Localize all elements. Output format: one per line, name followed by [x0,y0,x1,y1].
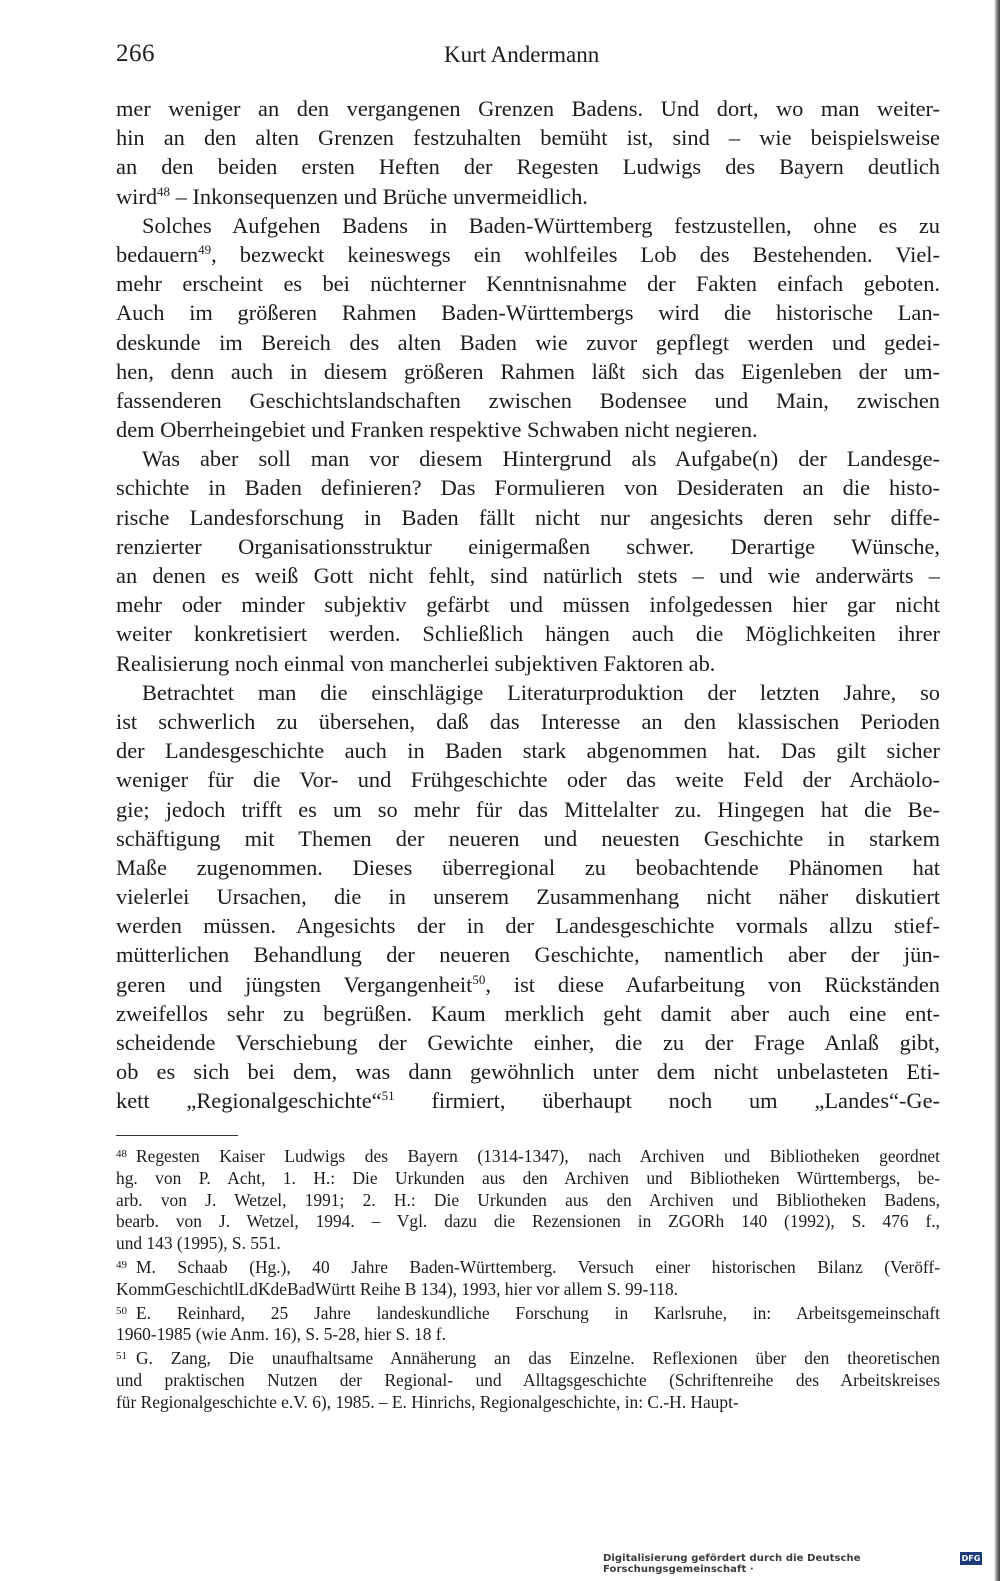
footnote-rule [116,1135,238,1136]
footnotes [116,1146,940,1416]
body-line-text: Maße zugenommen. Dieses überregional zu beobachtende Phänomen hat [116,854,940,880]
body-line [116,532,940,561]
body-line-text: mehr erscheint es bei nüchterner Kenntnisnahme der Fakten einfach geboten. [116,271,940,297]
body-line [116,1086,940,1115]
body-line-text: scheidende Verschiebung der Gewichte einher, die zu der Frage Anlaß gibt, [116,1030,940,1055]
footnote-number: 50 [116,1304,127,1317]
body-line [116,590,940,619]
body-line-text: an denen es weiß Gott nicht fehlt, sind natürlich stets – und wie anderwärts – [116,563,940,588]
body-line-text: geren und jüngsten Vergangenheit [116,971,473,997]
body-line [116,94,940,123]
footnote-reference[interactable]: 51 [381,1088,395,1104]
body-line-text-continued: , ist diese Aufarbeitung von Rückständen [485,971,940,997]
footnote-line: hg. von P. Acht, 1. H.: Die Urkunden aus den Archiven und Bibliotheken Württembergs, be- [116,1167,940,1188]
body-line-text: kett „Regionalgeschichte“ [116,1088,382,1114]
body-line-text-continued: – Inkonsequenzen und Brüche unvermeidlich. [170,183,588,209]
footnote-reference[interactable]: 48 [157,183,171,199]
body-line-text: Was aber soll man vor diesem Hintergrund als Aufgabe(n) der Landesge- [142,446,940,472]
body-line-text: hin an den alten Grenzen festzuhalten bemüht ist, sind – wie beispielsweise [116,125,940,151]
body-line-text-continued: firmiert, überhaupt noch um „Landes“-Ge- [394,1088,940,1114]
dfg-logo: DFG [961,1554,981,1563]
body-line [116,1057,940,1086]
footnote-reference[interactable]: 50 [472,971,486,987]
body-line [116,999,940,1028]
body-line [116,765,940,794]
body-line [116,911,940,940]
footnote [116,1146,940,1255]
body-line-text: ob es sich bei dem, was dann gewöhnlich unter dem nicht unbelasteten Eti- [116,1059,940,1085]
body-line [116,853,940,882]
footnote-line: 1960-1985 (wie Anm. 16), S. 5-28, hier S. 18 f. [116,1324,446,1345]
body-line [116,970,940,999]
body-line-text: mer weniger an den vergangenen Grenzen Badens. Und dort, wo man weiter- [116,96,940,121]
body-line [116,328,940,357]
body-line-text: hen, denn auch in diesem größeren Rahmen läßt sich das Eigenleben der um- [116,358,940,384]
body-line-text: werden müssen. Angesichts der in der Landesgeschichte vormals allzu stief- [116,913,940,939]
body-line [116,357,940,386]
footnote-line: KommGeschichtlLdKdeBadWürtt Reihe B 134), 1993, hier vor allem S. 99-118. [116,1278,679,1299]
footnote-line: G. Zang, Die unaufhaltsame Annäherung an das Einzelne. Reflexionen über den theoretischen [136,1348,940,1369]
body-line-text: der Landesgeschichte auch in Baden stark abgenommen hat. Das gilt sicher [116,738,940,764]
footnote [116,1348,940,1413]
body-text [116,94,940,1116]
footnote-line: und 143 (1995), S. 551. [116,1233,281,1254]
body-line-text: weniger für die Vor- und Frühgeschichte oder das weite Feld der Archäolo- [116,767,940,793]
page-header [116,40,936,72]
footnote-line: für Regionalgeschichte e.V. 6), 1985. – E. Hinrichs, Regionalgeschichte, in: C.-H. Haupt- [116,1391,739,1412]
body-line [116,736,940,765]
footnote-line: bearb. von J. Wetzel, 1994. – Vgl. dazu die Rezensionen in ZGORh 140 (1992), S. 476 f., [116,1211,940,1232]
running-head: Kurt Andermann [444,42,600,67]
body-line [116,182,940,211]
digitization-credit: Digitalisierung gefördert durch die Deutsche Forschungsgemeinschaft · [603,1553,861,1575]
footnote [116,1303,940,1347]
body-line [116,882,940,911]
body-line-text: mütterlichen Behandlung der neueren Geschichte, namentlich aber der jün- [116,942,940,968]
body-line [116,795,940,824]
body-line [116,269,940,298]
body-line-text: Betrachtet man die einschlägige Literaturproduktion der letzten Jahre, so [142,679,940,705]
footnote-number: 48 [116,1148,127,1160]
body-line [116,415,940,444]
body-line-text: renzierter Organisationsstruktur einigermaßen schwer. Derartige Wünsche, [116,533,940,559]
page-edge-shadow [994,0,1000,1581]
body-line [116,444,940,473]
body-line-text: ist schwerlich zu übersehen, daß das Interesse an den klassischen Perioden [116,708,940,734]
body-line-text: schäftigung mit Themen der neueren und neuesten Geschichte in starkem [116,825,940,851]
body-line [116,386,940,415]
body-line [116,473,940,502]
body-line-text: weiter konkretisiert werden. Schließlich hängen auch die Möglichkeiten ihrer [116,621,940,647]
footnote-line: und praktischen Nutzen der Regional- und Alltagsgeschichte (Schriftenreihe des Arbeitskreises [116,1369,940,1390]
footnote-line: E. Reinhard, 25 Jahre landeskundliche Forschung in Karlsruhe, in: Arbeitsgemeinschaft [136,1302,940,1323]
footnote-number: 51 [116,1350,127,1363]
body-line [116,561,940,590]
body-line-text: dem Oberrheingebiet und Franken respektive Schwaben nicht negieren. [116,417,758,443]
footnote-line: M. Schaab (Hg.), 40 Jahre Baden-Württemberg. Versuch einer historischen Bilanz (Veröff- [136,1256,940,1277]
body-line [116,1028,940,1057]
body-line [116,503,940,532]
footnote-line: arb. von J. Wetzel, 1991; 2. H.: Die Urkunden aus den Archiven und Bibliotheken Badens, [116,1189,940,1210]
body-line [116,940,940,969]
body-line-text: zweifellos sehr zu begrüßen. Kaum merklich geht damit aber auch eine ent- [116,1000,940,1026]
body-line [116,240,940,269]
footnote [116,1257,940,1301]
footnote-line: Regesten Kaiser Ludwigs des Bayern (1314-1347), nach Archiven und Bibliotheken geordnet [136,1146,940,1166]
body-line [116,298,940,327]
body-line-text: vielerlei Ursachen, die in unserem Zusammenhang nicht näher diskutiert [116,884,940,910]
body-line-text: Realisierung noch einmal von mancherlei subjektiven Faktoren ab. [116,650,716,676]
body-line [116,123,940,152]
body-line-text: schichte in Baden definieren? Das Formulieren von Desideraten an die histo- [116,475,940,501]
body-line-text: rische Landesforschung in Baden fällt nicht nur angesichts deren sehr diffe- [116,504,940,530]
body-line [116,152,940,181]
body-line [116,649,940,678]
body-line-text: deskunde im Bereich des alten Baden wie zuvor gepflegt werden und gedei- [116,329,940,355]
body-line [116,678,940,707]
footnote-reference[interactable]: 49 [198,241,212,257]
body-line-text: mehr oder minder subjektiv gefärbt und müssen infolgedessen hier gar nicht [116,592,940,618]
body-line-text: bedauern [116,241,199,267]
page-number: 266 [116,40,155,67]
body-line [116,707,940,736]
body-line [116,211,940,240]
body-line [116,619,940,648]
body-line-text: gie; jedoch trifft es um so mehr für das Mittelalter zu. Hingegen hat die Be- [116,796,940,822]
body-line-text: Solches Aufgehen Badens in Baden-Württemberg festzustellen, ohne es zu [142,212,940,238]
body-line-text: wird [116,183,158,209]
body-line-text-continued: , bezweckt keineswegs ein wohlfeiles Lob des Bestehenden. Viel- [211,241,940,267]
body-line-text: Auch im größeren Rahmen Baden-Württembergs wird die historische Lan- [116,300,940,326]
body-line-text: an den beiden ersten Heften der Regesten Ludwigs des Bayern deutlich [116,154,940,180]
footnote-number: 49 [116,1258,127,1271]
body-line-text: fassenderen Geschichtslandschaften zwischen Bodensee und Main, zwischen [116,387,940,413]
body-line [116,824,940,853]
